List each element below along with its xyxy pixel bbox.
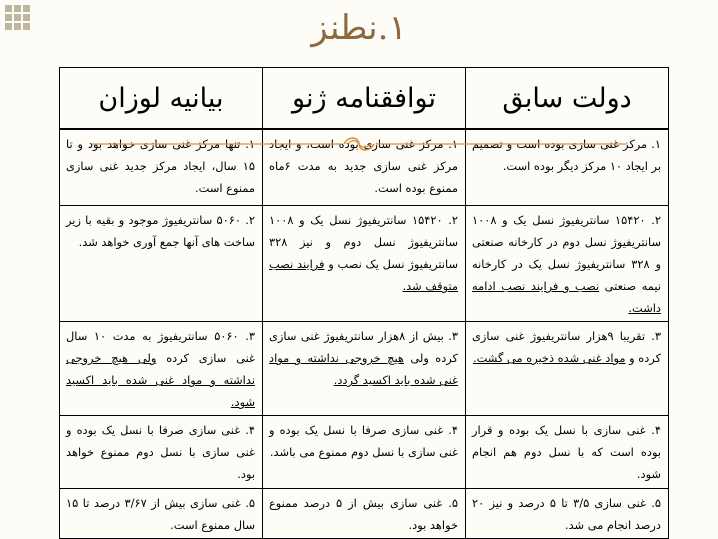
table-cell: ۵. غنی سازی بیش از ۳/۶۷ درصد تا ۱۵ سال ممنوع است. [60, 489, 263, 539]
column-header: دولت سابق [466, 68, 669, 130]
table-row [60, 206, 669, 322]
table-cell: ۲. ۱۵۴۲۰ سانتریفیوژ نسل یک و ۱۰۰۸ سانتریفیوژ نسل دوم و نیز ۳۲۸ سانتریفیوژ نسل یک نصب و فرایند نصب متوقف شد. [263, 206, 466, 322]
table-cell: ۱. مرکز غنی سازی بوده است و تصمیم بر ایجاد ۱۰ مرکز دیگر بوده است. [466, 129, 669, 206]
table-cell: ۱. تنها مرکز غنی سازی خواهد بود و تا ۱۵ سال، ایجاد مرکز جدید غنی سازی ممنوع است. [60, 129, 263, 206]
table-cell: ۵. غنی سازی ۳/۵ تا ۵ درصد و نیز ۲۰ درصد انجام می شد. [466, 489, 669, 539]
table-row [60, 129, 669, 206]
table-cell: ۱. مرکز غنی سازی بوده است، و ایجاد مرکز غنی سازی جدید به مدت ۶ماه ممنوع بوده است. [263, 129, 466, 206]
table-cell: ۴. غنی سازی صرفا با نسل یک بوده و غنی سازی با نسل دوم ممنوع خواهد بود. [60, 416, 263, 489]
table-cell: ۲. ۵۰۶۰ سانتریفیوژ موجود و بقیه با زیر ساخت های آنها جمع آوری خواهد شد. [60, 206, 263, 322]
table-cell: ۴. غنی سازی صرفا با نسل یک بوده و غنی سازی با نسل دوم ممنوع می باشد. [263, 416, 466, 489]
table-cell: ۳. تقریبا ۹هزار سانتریفیوژ غنی سازی کرده و مواد غنی شده ذخیره می گشت. [466, 322, 669, 416]
table-cell: ۳. ۵۰۶۰ سانتریفیوژ به مدت ۱۰ سال غنی سازی کرده ولی هیچ خروجی نداشته و مواد غنی شده باید اکسید شود. [60, 322, 263, 416]
table-cell: ۵. غنی سازی بیش از ۵ درصد ممنوع خواهد بود. [263, 489, 466, 539]
table-row [60, 322, 669, 416]
table-cell: ۳. بیش از ۸هزار سانتریفیوژ غنی سازی کرده ولی هیچ خروجی نداشته و مواد غنی شده باید اکسید گردد. [263, 322, 466, 416]
table-row [60, 489, 669, 539]
table-cell: ۴. غنی سازی با نسل یک بوده و قرار بوده است که با نسل دوم هم انجام شود. [466, 416, 669, 489]
table-row [60, 416, 669, 489]
slide-title: ۱.نطنز [311, 8, 407, 48]
column-header: توافقنامه ژنو [263, 68, 466, 130]
column-header: بیانیه لوزان [60, 68, 263, 130]
comparison-table [59, 67, 669, 539]
table-cell: ۲. ۱۵۴۲۰ سانتریفیوژ نسل یک و ۱۰۰۸ سانتریفیوژ نسل دوم در کارخانه صنعتی و ۳۲۸ سانتریفیوژ نسل یک در کارخانه نیمه صنعتی نصب و فرایند نصب ادامه داشت. [466, 206, 669, 322]
